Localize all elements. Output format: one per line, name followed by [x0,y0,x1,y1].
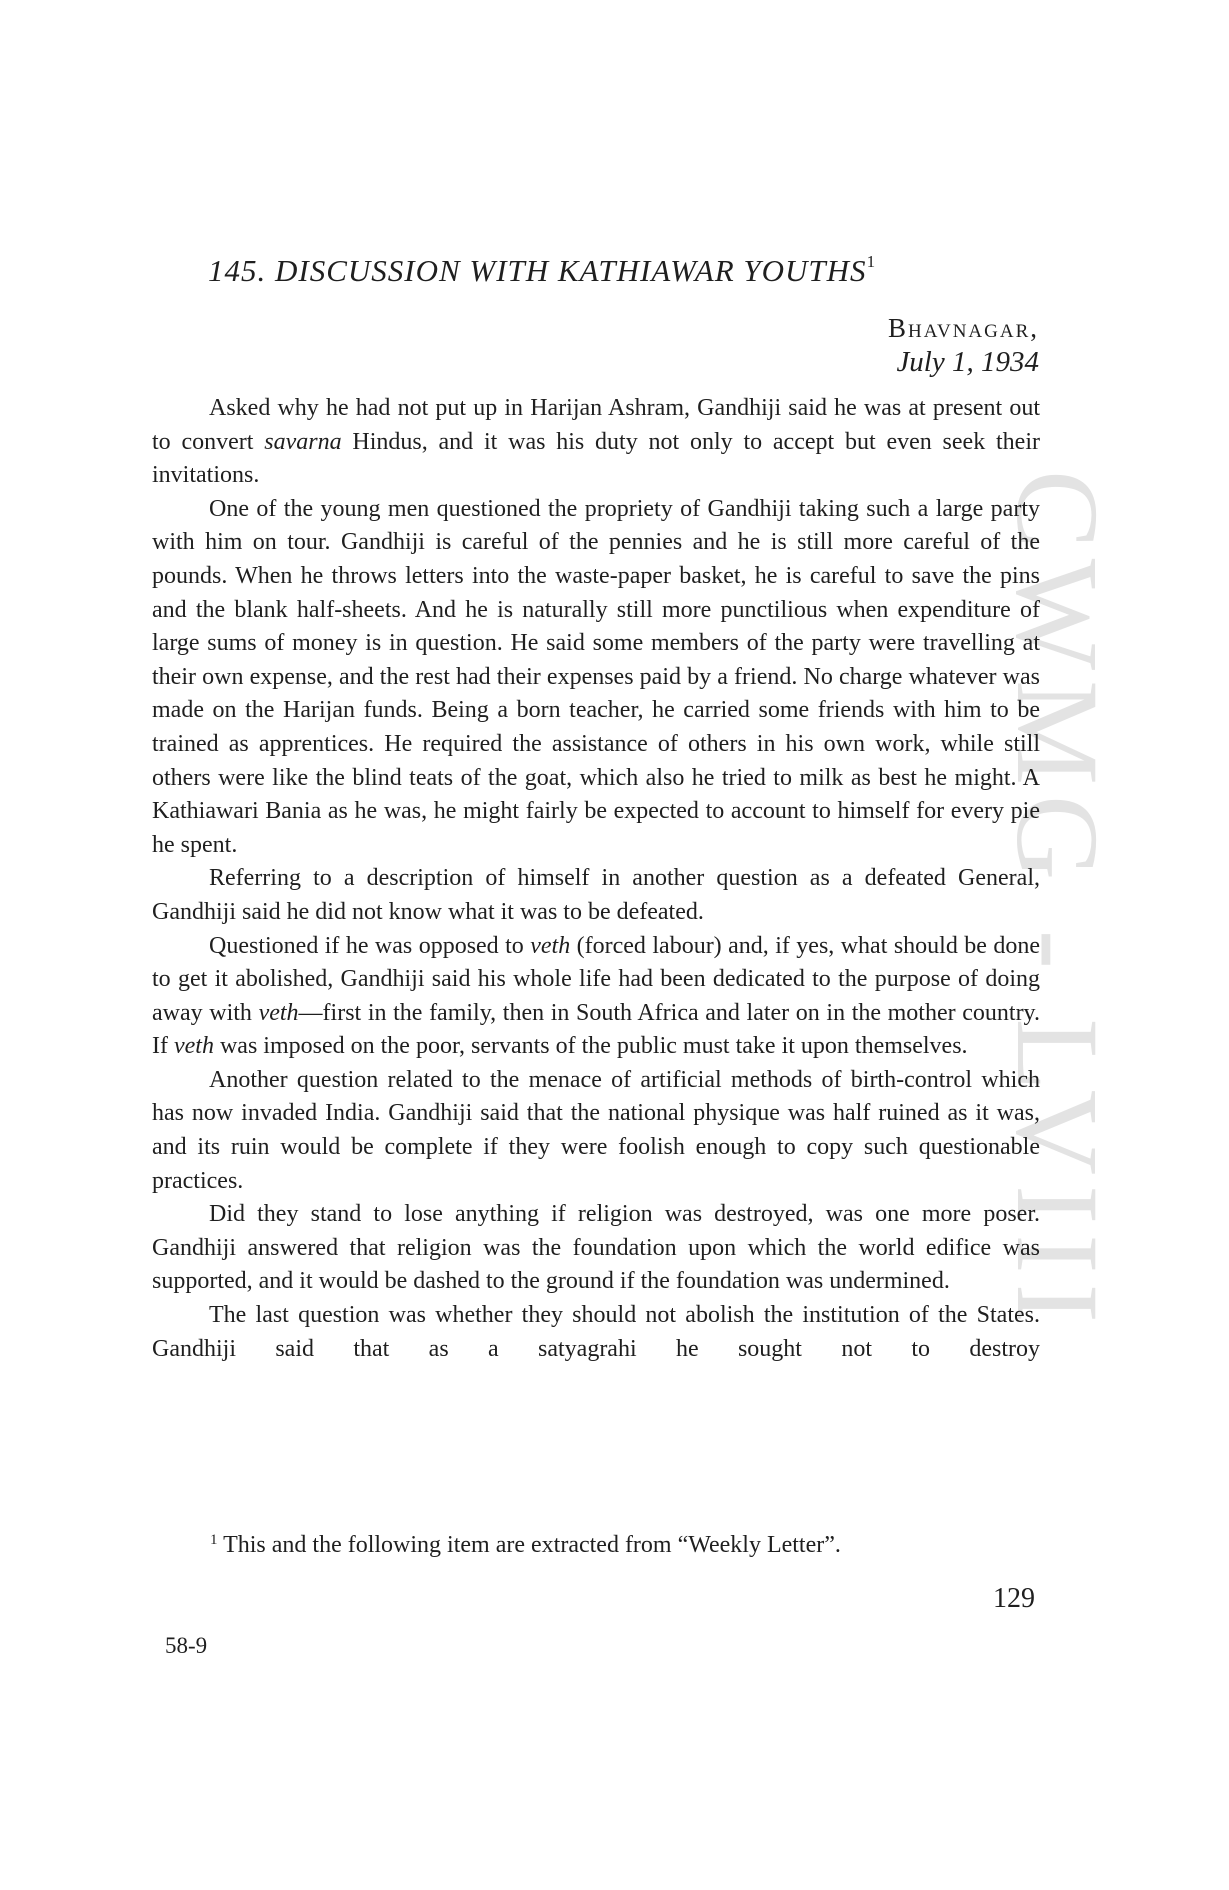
footnote-text: This and the following item are extracted from “Weekly Letter”. [223,1532,841,1558]
footnote-marker: 1 [210,1532,218,1548]
paragraph [152,392,1040,493]
dateline-date: July 1, 1934 [896,346,1039,378]
paragraph: Another question related to the menace of artificial methods of birth-control which has now invaded India. Gandhiji said that the national physique was half ruined as it was, and its ruin would be complete if they were foolish enough to copy such questionable practices. [152,1066,1040,1194]
heading-footnote-ref: 1 [866,252,877,271]
signature-code: 58-9 [165,1633,208,1658]
paragraph-continued: The last question was whether they should not abolish the institution of the States. Gandhiji said that as a satyagrahi he sought not to destroy [152,1302,1040,1362]
paragraph-text: Hindus, and it was his duty not only to accept but even seek their invitations. [152,428,1040,489]
watermark-text: CWMG - LVIII [992,470,1123,1333]
page-number: 129 [993,1583,1035,1614]
italic-term: veth [173,1033,214,1060]
paragraph [152,930,1040,1064]
paragraph-text: (forced labour) and, if yes, what should be done to get it abolished, Gandhiji said his whole life had been dedicated to the purpose of doing away with [152,932,1041,1026]
paragraph-text: was imposed on the poor, servants of the public must take it upon themselves. [213,1033,968,1060]
paragraph: Did they stand to lose anything if religion was destroyed, was one more poser. Gandhiji answered that religion was the foundation upon which the world edifice was supported, and it would be dashed to the ground if the foundation was undermined. [152,1201,1040,1295]
italic-term: savarna [264,428,342,455]
italic-term: veth [530,932,571,959]
paragraph: Referring to a description of himself in another question as a defeated General, Gandhiji said he did not know what it was to be defeated. [152,865,1040,925]
body-text [152,392,1040,1366]
section-heading [208,252,876,289]
section-number: 145. [208,253,267,288]
paragraph-text: Asked why he had not put up in Harijan Ashram, Gandhiji said he was at present out to convert [152,395,1040,455]
paragraph: One of the young men questioned the propriety of Gandhiji taking such a large party with him on tour. Gandhiji is careful of the pennies and he is still more careful of the pounds. When he throws letters into the waste-paper basket, he is careful to save the pins and the blank half-sheets. And he is naturally still more punctilious when expenditure of large sums of money is in question. He said some members of the party were travelling at their own expense, and the rest had their expenses paid by a friend. No charge whatever was made on the Harijan funds. Being a born teacher, he carried some friends with him to be trained as apprentices. He required the assistance of others in his own work, while still others were like the blind teats of the goat, which also he tried to milk as best he might. A Kathiawari Bania as he was, he might fairly be expected to account to himself for every pie he spent. [152,495,1040,858]
paragraph-text: Questioned if he was opposed to [209,932,531,959]
footnote [210,1532,841,1559]
dateline-place: Bhavnagar, [887,313,1039,343]
italic-term: veth [258,999,299,1026]
section-title: DISCUSSION WITH KATHIAWAR YOUTHS [275,253,867,288]
paragraph-text: —first in the family, then in South Africa and later on in the mother country. If [152,999,1040,1060]
